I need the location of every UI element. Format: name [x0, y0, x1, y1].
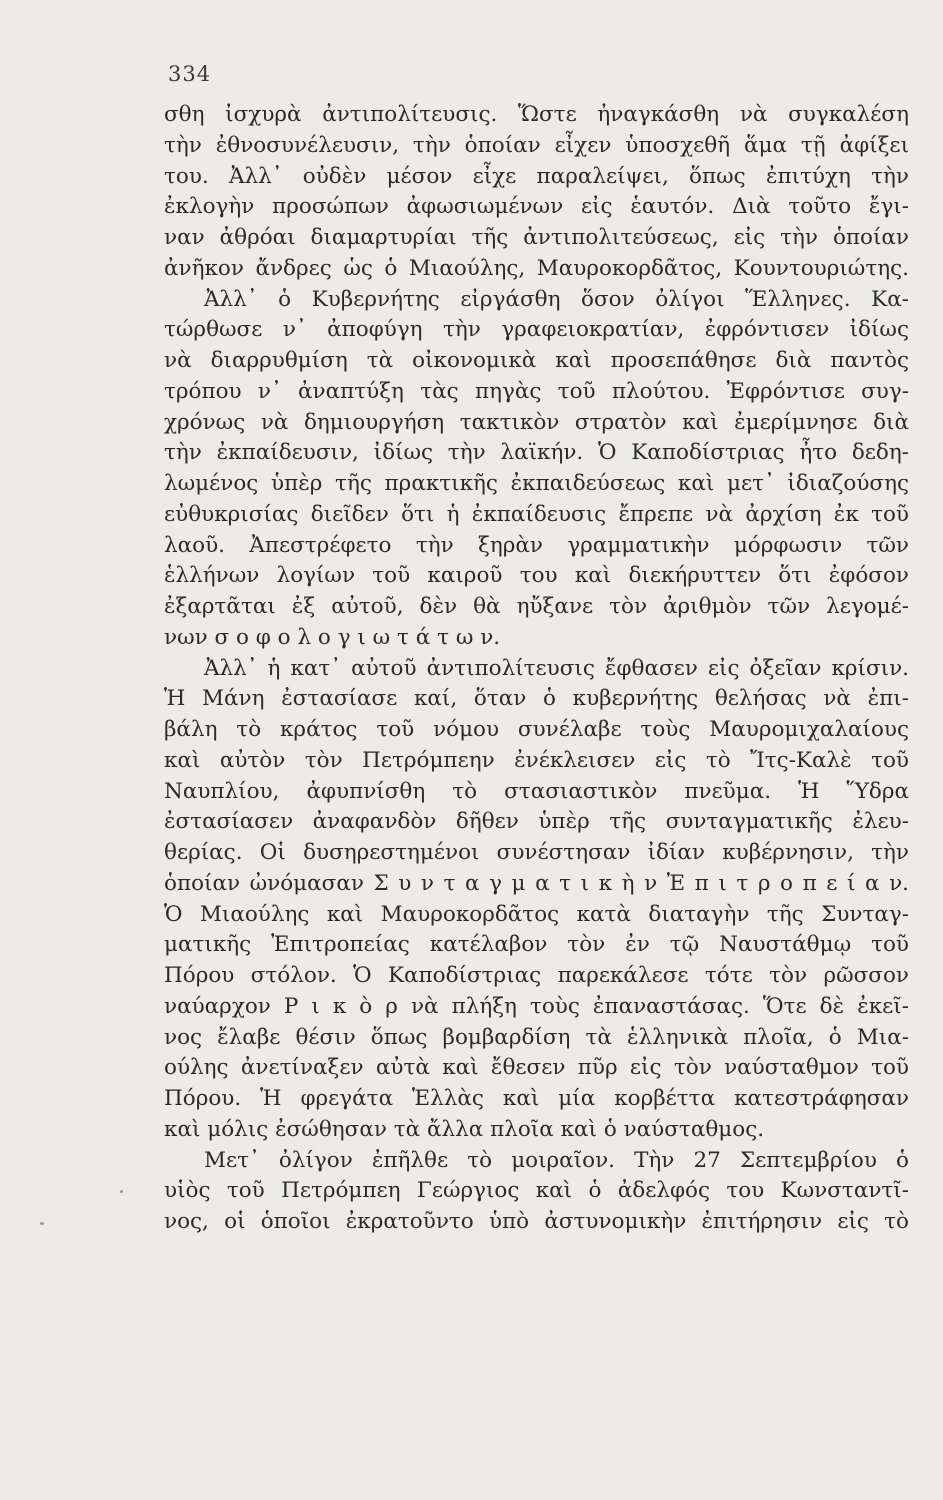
text-line: καὶ αὐτὸν τὸν Πετρόμπεην ἐνέκλεισεν εἰς τὸ Ἴτς-Καλὲ τοῦ	[164, 747, 909, 773]
text-line: νος ἔλαβε θέσιν ὅπως βομβαρδίση τὰ ἑλληνικὰ πλοῖα, ὁ Μια-	[164, 1024, 909, 1050]
text-line: ἐστασίασεν ἀναφανδὸν δῆθεν ὑπὲρ τῆς συνταγματικῆς ἐλευ-	[164, 809, 909, 835]
text-line: νων σ ο φ ο λ ο γ ι ω τ ά τ ω ν.	[164, 624, 501, 650]
text-line: ναν ἀθρόαι διαμαρτυρίαι τῆς ἀντιπολιτεύσεως, εἰς τὴν ὁποίαν	[164, 225, 909, 250]
text-line: Ἡ Μάνη ἐστασίασε καί, ὅταν ὁ κυβερνήτης θελήσας νὰ ἐπι-	[164, 686, 909, 712]
text-line: ματικῆς Ἐπιτροπείας κατέλαβον τὸν ἐν τῷ Ναυστάθμῳ τοῦ	[164, 932, 909, 958]
text-line: Μετ᾽ ὀλίγον ἐπῆλθε τὸ μοιραῖον. Τὴν 27 Σεπτεμβρίου ὁ	[204, 1147, 909, 1173]
paper-speck	[40, 1222, 44, 1225]
text-line: λαοῦ. Ἀπεστρέφετο τὴν ξηρὰν γραμματικὴν μόρφωσιν τῶν	[164, 532, 909, 558]
page-number: 334	[168, 62, 212, 86]
text-line: νὰ διαρρυθμίση τὰ οἰκονομικὰ καὶ προσεπάθησε διὰ παντὸς	[164, 348, 909, 373]
text-line: υἱὸς τοῦ Πετρόμπεη Γεώργιος καὶ ὁ ἀδελφός του Κωνσταντῖ-	[164, 1178, 909, 1204]
text-line: Ἀλλ᾽ ἡ κατ᾽ αὐτοῦ ἀντιπολίτευσις ἔφθασεν εἰς ὀξεῖαν κρίσιν.	[204, 655, 909, 681]
text-line: Ἀλλ᾽ ὁ Κυβερνήτης εἰργάσθη ὅσον ὀλίγοι Ἕλληνες. Κα-	[204, 286, 909, 312]
text-line: θερίας. Οἱ δυσηρεστημένοι συνέστησαν ἰδίαν κυβέρνησιν, τὴν	[164, 840, 909, 865]
text-line: νος, οἱ ὁποῖοι ἐκρατοῦντο ὑπὸ ἀστυνομικὴν ἐπιτήρησιν εἰς τὸ	[164, 1209, 909, 1234]
text-line: ἑλλήνων λογίων τοῦ καιροῦ του καὶ διεκήρυττεν ὅτι ἐφόσον	[164, 563, 909, 589]
text-line: ναύαρχον Ρ ι κ ὸ ρ νὰ πλήξη τοὺς ἐπαναστάσας. Ὅτε δὲ ἐκεῖ-	[164, 993, 909, 1019]
text-line: τὴν ἐκπαίδευσιν, ἰδίως τὴν λαϊκήν. Ὁ Καποδίστριας ἦτο δεδη-	[164, 440, 909, 466]
text-line: Ναυπλίου, ἀφυπνίσθη τὸ στασιαστικὸν πνεῦμα. Ἡ Ὕδρα	[164, 778, 909, 804]
text-line: σθη ἰσχυρὰ ἀντιπολίτευσις. Ὥστε ἠναγκάσθη νὰ συγκαλέση	[164, 102, 909, 127]
text-line: Ὁ Μιαούλης καὶ Μαυροκορδᾶτος κατὰ διαταγὴν τῆς Συνταγ-	[164, 901, 909, 927]
text-line: ὁποίαν ὠνόμασαν Σ υ ν τ α γ μ α τ ι κ ὴ ν Ἐ π ι τ ρ ο π ε ί α ν.	[164, 870, 909, 896]
text-line: ἐκλογὴν προσώπων ἀφωσιωμένων εἰς ἑαυτόν. Διὰ τοῦτο ἔγι-	[164, 194, 909, 220]
text-line: χρόνως νὰ δημιουργήση τακτικὸν στρατὸν καὶ ἐμερίμνησε διὰ	[164, 409, 909, 435]
text-line: τώρθωσε ν᾽ ἀποφύγη τὴν γραφειοκρατίαν, ἐφρόντισεν ἰδίως	[164, 317, 909, 343]
text-line: εὐθυκρισίας διεῖδεν ὅτι ἡ ἐκπαίδευσις ἔπρεπε νὰ ἀρχίση ἐκ τοῦ	[164, 501, 909, 527]
text-line: του. Ἀλλ᾽ οὐδὲν μέσον εἶχε παραλείψει, ὅπως ἐπιτύχη τὴν	[164, 163, 909, 189]
text-line: ούλης ἀνετίναξεν αὐτὰ καὶ ἔθεσεν πῦρ εἰς τὸν ναύσταθμον τοῦ	[164, 1055, 909, 1081]
text-line: βάλη τὸ κράτος τοῦ νόμου συνέλαβε τοὺς Μαυρομιχαλαίους	[164, 717, 909, 742]
text-line: καὶ μόλις ἐσώθησαν τὰ ἄλλα πλοῖα καὶ ὁ ναύσταθμος.	[164, 1116, 765, 1142]
text-line: Πόρου στόλον. Ὁ Καποδίστριας παρεκάλεσε τότε τὸν ρῶσσον	[164, 963, 909, 988]
paper-speck	[120, 1190, 123, 1193]
text-line: λωμένος ὑπὲρ τῆς πρακτικῆς ἐκπαιδεύσεως καὶ μετ᾽ ἰδιαζούσης	[164, 471, 909, 496]
text-line: τρόπου ν᾽ ἀναπτύξη τὰς πηγὰς τοῦ πλούτου. Ἐφρόντισε συγ-	[164, 378, 909, 404]
text-line: Πόρου. Ἡ φρεγάτα Ἑλλὰς καὶ μία κορβέττα κατεστράφησαν	[164, 1086, 909, 1111]
text-line: ἀνῆκον ἄνδρες ὡς ὁ Μιαούλης, Μαυροκορδᾶτος, Κουντουριώτης.	[164, 255, 909, 281]
text-line: ἐξαρτᾶται ἐξ αὐτοῦ, δὲν θὰ ηὔξανε τὸν ἀριθμὸν τῶν λεγομέ-	[164, 594, 909, 619]
body-text	[164, 100, 909, 1238]
text-line: τὴν ἐθνοσυνέλευσιν, τὴν ὁποίαν εἶχεν ὑποσχεθῆ ἅμα τῇ ἀφίξει	[164, 132, 909, 158]
